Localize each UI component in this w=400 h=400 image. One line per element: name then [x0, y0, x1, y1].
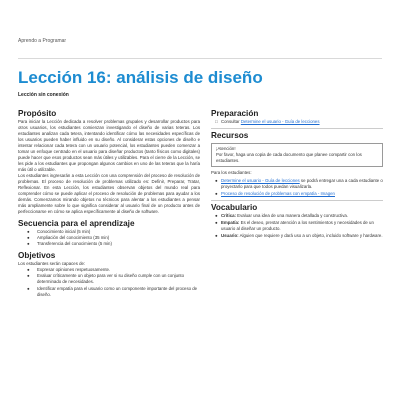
- divider: [211, 200, 383, 201]
- vocab-definition: Evaluar una idea de una manera detallada y constructiva.: [235, 213, 349, 218]
- recursos-list: [211, 178, 383, 197]
- resource-link-imagen[interactable]: Proceso de resolución de problemas con empatía - Imagen: [221, 191, 335, 196]
- vocabulario-list: [211, 213, 383, 239]
- bullet-icon: ●: [215, 213, 218, 218]
- list-item: [211, 233, 383, 239]
- right-column: [211, 109, 383, 240]
- list-item: [211, 119, 383, 125]
- preparacion-list: [211, 119, 383, 125]
- vocab-term: Crítica:: [221, 213, 236, 218]
- vocab-term: Usuario:: [221, 233, 239, 238]
- bullet-icon: ●: [27, 241, 30, 247]
- list-item: ● Identificar empatía para el usuario como un componente importante del proceso de diseño.: [27, 285, 198, 297]
- note-text: Por favor, haga una copia de cada documento que planee compartir con los estudiantes.: [216, 152, 362, 163]
- list-item: [211, 213, 383, 219]
- list-item: ● Evaluar críticamente un objeto para ver si su diseño cumple con un conjunto determinado de necesidades.: [27, 273, 185, 285]
- left-column: [18, 109, 200, 298]
- vocab-definition: Es el deseo, prestar atención a los sentimientos y necesidades de un usuario al diseñar un producto.: [221, 220, 374, 231]
- note-title: ¡Atención!: [216, 146, 236, 151]
- page-title: Lección 16: análisis de diseño: [18, 68, 263, 87]
- bullet-icon: ●: [215, 233, 218, 238]
- guia-lecciones-link[interactable]: Determine el usuario - Guía de lecciones: [240, 119, 320, 124]
- resource-text: se podrá entregar una a cada estudiante o proyectarlo para que todos puedan visualizarla.: [221, 178, 383, 189]
- resource-link-guia[interactable]: Determine el usuario - Guía de lecciones: [221, 178, 300, 183]
- list-item: ● Transferencia del conocimiento (5 min): [27, 241, 112, 247]
- bullet-icon: ●: [27, 285, 30, 291]
- divider: [211, 128, 383, 129]
- list-item: ● Expresar opiniones respetuosamente.: [27, 267, 111, 273]
- preparacion-heading: Preparación: [211, 109, 259, 118]
- bullet-icon: ●: [215, 220, 218, 225]
- page-subtitle: Lección sin conexión: [18, 92, 69, 98]
- list-item: [211, 178, 383, 190]
- objetivos-list: [18, 267, 200, 297]
- vocabulario-heading: Vocabulario: [211, 203, 258, 212]
- proposito-text: [18, 119, 200, 215]
- list-item: ● Ampliación del conocimiento (35 min): [27, 235, 110, 241]
- header-divider: [18, 58, 382, 59]
- bullet-icon: ●: [27, 273, 30, 279]
- objetivos-heading: Objetivos: [18, 251, 56, 261]
- bullet-icon: ●: [27, 235, 30, 241]
- bullet-icon: ●: [215, 191, 218, 196]
- bullet-icon: ●: [27, 267, 30, 273]
- secuencia-heading: Secuencia para el aprendizaje: [18, 219, 135, 228]
- objetivos-intro: Los estudiantes serán capaces de:: [18, 261, 86, 267]
- course-label: Aprendo a Programar: [18, 38, 67, 44]
- recursos-heading: Recursos: [211, 131, 249, 140]
- vocab-term: Empatía:: [221, 220, 240, 225]
- bullet-icon: ●: [215, 178, 218, 183]
- list-item: [211, 191, 383, 197]
- attention-note: [211, 143, 383, 167]
- proposito-paragraph-2: Los estudiantes ingresarán a esta Lección con una comprensión del proceso de resolución de problemas. El proceso de resolución de problemas utilizado es: Definir, Preparar, Tratar, Reflexionar. En esta Lección, los estudiantes observan objetos del mundo real para comprender cómo se puede aplicar el proceso de resolución de problemas para ayudar a los demás. Comenzamos mirando objetos no técnicos para alentar a los estudiantes a pensar más ampliamente sobre lo que significa considerar al usuario final de un producto antes de perfeccionarse en cómo se aplica específicamente al diseño de software.: [18, 173, 200, 214]
- checkbox-icon: □: [215, 119, 218, 124]
- proposito-heading: Propósito: [18, 109, 57, 118]
- bullet-icon: ●: [27, 229, 30, 234]
- list-item: [211, 220, 383, 232]
- secuencia-list: [18, 229, 200, 247]
- vocab-definition: Alguien que requiere y dará uso a un objeto, incluido software y hardware.: [238, 233, 383, 238]
- proposito-paragraph: Para iniciar la Lección dedicada a resolver problemas grupales y desarrollar productos para otros usuarios, los estudiantes comienzan investigando el diseño de varias teteras. Los estudiantes analizan cada tetera, intentando identificar cómo las necesidades específicas de los usuarios pueden haber influido en su diseño. Al considerar estas opciones de diseño e intentar relacionar cada tetera con un usuario potencial, los estudiantes pueden comenzar a tomar un enfoque centrado en el usuario para diseñar productos (tanto físicos como digitales) puede hacer que esos productos sean más útiles y utilizables. Para el cierre de la Lección, se les pide a los estudiantes que propongan algunos cambios en uno de las teteras que la haría más útil o utilizable.: [18, 119, 200, 172]
- list-item: ● Conocimiento inicial (5 min): [27, 229, 91, 234]
- for-students-label: Para los estudiantes:: [211, 170, 252, 175]
- preparacion-item-prefix: Consultar: [221, 119, 240, 124]
